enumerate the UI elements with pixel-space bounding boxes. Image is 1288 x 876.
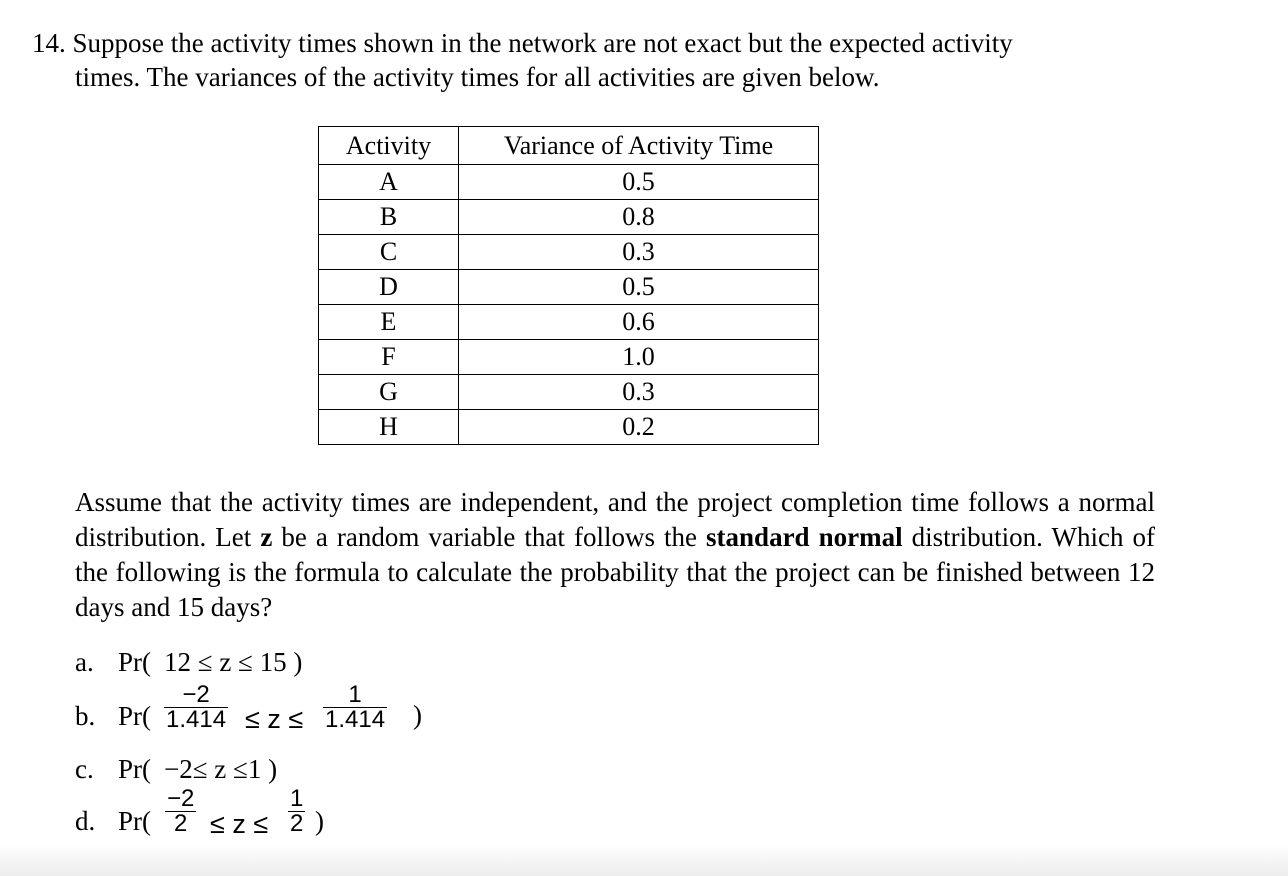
table-row (319, 375, 819, 410)
option-a-label: a. (75, 647, 94, 677)
variance-table (318, 126, 819, 445)
activity-cell: B (319, 200, 459, 235)
variance-cell: 0.5 (459, 270, 819, 305)
variance-cell: 0.6 (459, 305, 819, 340)
option-c-label: c. (75, 754, 94, 784)
option-a-pr: Pr( (118, 647, 151, 677)
activity-cell: D (319, 270, 459, 305)
option-b-close: ) (413, 700, 422, 730)
variance-cell: 0.3 (459, 235, 819, 270)
para-text-2: be a random variable that follows the (272, 522, 707, 552)
header-variance: Variance of Activity Time (459, 127, 819, 165)
option-c-pr: Pr( (118, 754, 151, 784)
question-line-2: times. The variances of the activity times for all activities are given below. (75, 62, 880, 92)
question-line-1: 14. Suppose the activity times shown in the network are not exact but the expected activity (32, 28, 1013, 58)
table-row (319, 200, 819, 235)
option-b-den-right: 1.414 (325, 706, 386, 733)
option-d-fraction-left (165, 787, 196, 836)
table-row (319, 235, 819, 270)
problem-paragraph (75, 485, 1155, 625)
option-b-pr: Pr( (118, 701, 151, 731)
option-d-num-right: 1 (290, 785, 304, 812)
option-d-den-left: 2 (174, 810, 188, 837)
para-bold-standard-normal: standard normal (706, 522, 903, 552)
option-b-num-left: −2 (182, 681, 210, 708)
option-d-pr: Pr( (118, 806, 151, 836)
para-z: z (260, 522, 273, 552)
variance-cell: 0.8 (459, 200, 819, 235)
variance-cell: 0.2 (459, 410, 819, 445)
header-activity: Activity (319, 127, 459, 165)
activity-cell: H (319, 410, 459, 445)
option-d-label: d. (75, 806, 96, 836)
variance-cell: 1.0 (459, 340, 819, 375)
variance-cell: 0.5 (459, 165, 819, 200)
option-b-label: b. (75, 701, 96, 731)
option-d-mid: ≤ z ≤ (210, 809, 269, 839)
para-text-1: Assume that the activity times are independent, and the project completion time follows a normal distribution. Let (75, 487, 1155, 552)
option-d-num-left: −2 (167, 785, 195, 812)
option-d-den-right: 2 (290, 810, 304, 837)
table-row (319, 165, 819, 200)
activity-cell: C (319, 235, 459, 270)
table-row (319, 340, 819, 375)
activity-cell: E (319, 305, 459, 340)
option-b-num-right: 1 (348, 681, 362, 708)
option-c-expr: −2≤ z ≤1 ) (164, 754, 278, 784)
option-b-fraction-right (323, 683, 387, 732)
option-b-den-left: 1.414 (166, 706, 227, 733)
table-row (319, 410, 819, 445)
page-bottom-fade (0, 844, 1288, 876)
activity-cell: G (319, 375, 459, 410)
activity-cell: F (319, 340, 459, 375)
table-row (319, 270, 819, 305)
table-row (319, 305, 819, 340)
option-d-fraction-right (288, 787, 305, 836)
table-header-row (319, 127, 819, 165)
para-text-3: distribution. Which of the following is the formula to calculate the probability that the project can be finished between 12 days and 15 days? (75, 522, 1155, 622)
option-a-expr: 12 ≤ z ≤ 15 ) (164, 647, 303, 677)
option-b-mid: ≤ z ≤ (245, 704, 304, 734)
variance-cell: 0.3 (459, 375, 819, 410)
option-b-fraction-left (164, 683, 228, 732)
activity-cell: A (319, 165, 459, 200)
option-d-close: ) (315, 806, 324, 836)
